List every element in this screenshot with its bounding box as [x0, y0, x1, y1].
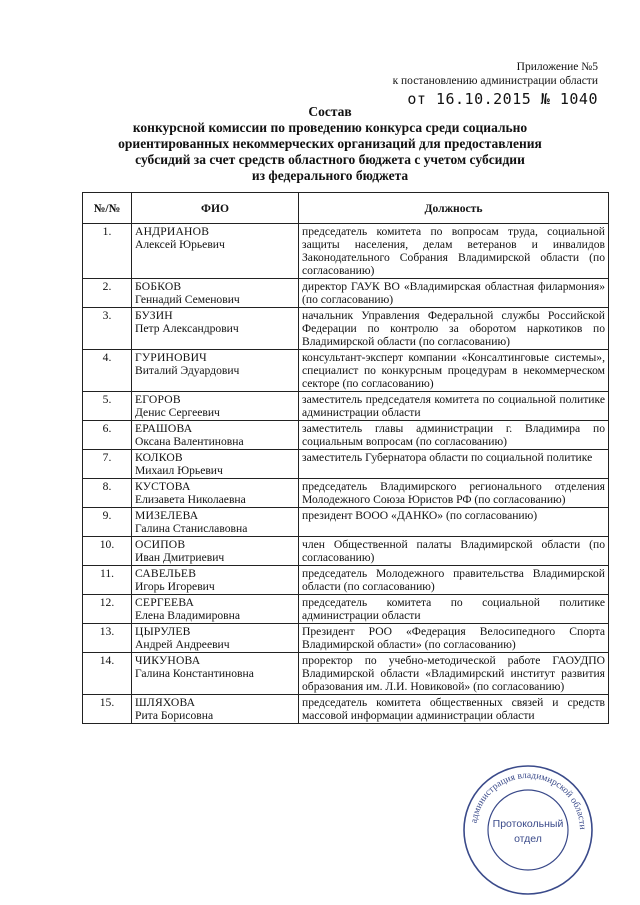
member-given-names: Михаил Юрьевич: [135, 464, 223, 477]
protocol-department-stamp: [458, 760, 598, 900]
row-number: 8.: [83, 479, 132, 508]
appendix-line-1: Приложение №5: [516, 61, 598, 73]
member-name-cell: [132, 595, 299, 624]
table-row: [83, 350, 609, 392]
member-given-names: Иван Дмитриевич: [135, 551, 225, 564]
row-number: 7.: [83, 450, 132, 479]
table-row: [83, 421, 609, 450]
member-name-cell: [132, 279, 299, 308]
row-number: 2.: [83, 279, 132, 308]
member-position: председатель комитета по социальной политике администрации области: [299, 595, 609, 624]
member-surname: ОСИПОВ: [135, 538, 186, 551]
member-surname: ЧИКУНОВА: [135, 654, 201, 667]
member-given-names: Оксана Валентиновна: [135, 435, 244, 448]
member-given-names: Петр Александрович: [135, 322, 239, 335]
member-surname: КОЛКОВ: [135, 451, 183, 464]
table-row: [83, 537, 609, 566]
member-given-names: Геннадий Семенович: [135, 293, 240, 306]
member-given-names: Денис Сергеевич: [135, 406, 220, 419]
stamp-inner-line-2: отдел: [514, 833, 542, 845]
member-position: председатель Владимирского регионального отделения Молодежного Союза Юристов РФ (по согласованию): [299, 479, 609, 508]
member-given-names: Андрей Андреевич: [135, 638, 230, 651]
column-header-number: №/№: [83, 193, 132, 224]
table-row: [83, 595, 609, 624]
member-given-names: Елизавета Николаевна: [135, 493, 246, 506]
stamp-outer-ring: [464, 766, 592, 894]
member-position: заместитель Губернатора области по социальной политике: [299, 450, 609, 479]
appendix-line-2: к постановлению администрации области: [392, 75, 598, 87]
member-surname: СЕРГЕЕВА: [135, 596, 195, 609]
commission-members-table: [82, 192, 609, 724]
table-row: [83, 392, 609, 421]
member-surname: КУСТОВА: [135, 480, 191, 493]
table-header-row: [83, 193, 609, 224]
member-surname: БУЗИН: [135, 309, 173, 322]
member-position: директор ГАУК ВО «Владимирская областная филармония» (по согласованию): [299, 279, 609, 308]
member-name-cell: [132, 479, 299, 508]
member-given-names: Игорь Игоревич: [135, 580, 215, 593]
table-row: [83, 450, 609, 479]
member-name-cell: [132, 624, 299, 653]
row-number: 12.: [83, 595, 132, 624]
row-number: 9.: [83, 508, 132, 537]
member-surname: ГУРИНОВИЧ: [135, 351, 207, 364]
member-given-names: Галина Константиновна: [135, 667, 254, 680]
member-given-names: Алексей Юрьевич: [135, 238, 225, 251]
member-name-cell: [132, 566, 299, 595]
member-position: консультант-эксперт компании «Консалтинговые системы», специалист по конкурсным процедурам в некоммерческом секторе (по согласованию): [299, 350, 609, 392]
table-body: [83, 224, 609, 724]
member-name-cell: [132, 350, 299, 392]
table-row: [83, 566, 609, 595]
title-line-2: конкурсной комиссии по проведению конкурса среди социально: [132, 120, 528, 135]
member-surname: САВЕЛЬЕВ: [135, 567, 197, 580]
member-name-cell: [132, 537, 299, 566]
member-given-names: Виталий Эдуардович: [135, 364, 240, 377]
member-surname: ШЛЯХОВА: [135, 696, 196, 709]
row-number: 6.: [83, 421, 132, 450]
member-position: председатель Молодежного правительства Владимирской области (по согласованию): [299, 566, 609, 595]
member-given-names: Галина Станиславовна: [135, 522, 248, 535]
member-name-cell: [132, 653, 299, 695]
member-surname: МИЗЕЛЕВА: [135, 509, 199, 522]
row-number: 14.: [83, 653, 132, 695]
stamp-inner-line-1: Протокольный: [492, 818, 564, 830]
title-line-1: Состав: [308, 104, 352, 119]
row-number: 1.: [83, 224, 132, 279]
member-position: председатель комитета по вопросам труда, социальной защиты населения, делам ветеранов и инвалидов Законодательного Собрания Владимирской области (по согласованию): [299, 224, 609, 279]
member-given-names: Рита Борисовна: [135, 709, 214, 722]
member-surname: АНДРИАНОВ: [135, 225, 210, 238]
member-position: Президент РОО «Федерация Велосипедного Спорта Владимирской области» (по согласованию): [299, 624, 609, 653]
table-row: [83, 224, 609, 279]
table-row: [83, 279, 609, 308]
member-surname: ЦЫРУЛЕВ: [135, 625, 191, 638]
row-number: 11.: [83, 566, 132, 595]
title-line-5: из федерального бюджета: [251, 168, 409, 183]
table-row: [83, 624, 609, 653]
stamp-ring-text: администрация владимирской области: [469, 770, 588, 830]
title-line-3: ориентированных некоммерческих организаций для предоставления: [118, 136, 542, 151]
member-name-cell: [132, 695, 299, 724]
member-position: начальник Управления Федеральной службы Российской Федерации по контролю за оборотом наркотиков по Владимирской области (по согласованию): [299, 308, 609, 350]
member-surname: БОБКОВ: [135, 280, 182, 293]
member-name-cell: [132, 224, 299, 279]
column-header-fio: ФИО: [132, 193, 299, 224]
member-position: председатель комитета общественных связей и средств массовой информации администрации области: [299, 695, 609, 724]
row-number: 10.: [83, 537, 132, 566]
member-name-cell: [132, 392, 299, 421]
title-line-4: субсидий за счет средств областного бюджета с учетом субсидии: [135, 152, 525, 167]
table-row: [83, 653, 609, 695]
column-header-position: Должность: [299, 193, 609, 224]
table-row: [83, 308, 609, 350]
table-row: [83, 508, 609, 537]
decree-date-number: от 16.10.2015 № 1040: [407, 90, 598, 108]
stamp-inner-ring: [488, 790, 568, 870]
member-name-cell: [132, 421, 299, 450]
document-title: [80, 104, 580, 184]
member-position: член Общественной палаты Владимирской области (по согласованию): [299, 537, 609, 566]
member-position: заместитель главы администрации г. Владимира по социальным вопросам (по согласованию): [299, 421, 609, 450]
member-surname: ЕГОРОВ: [135, 393, 181, 406]
member-surname: ЕРАШОВА: [135, 422, 193, 435]
row-number: 15.: [83, 695, 132, 724]
member-position: заместитель председателя комитета по социальной политике администрации области: [299, 392, 609, 421]
member-given-names: Елена Владимировна: [135, 609, 240, 622]
row-number: 4.: [83, 350, 132, 392]
member-name-cell: [132, 450, 299, 479]
row-number: 5.: [83, 392, 132, 421]
member-position: президент ВООО «ДАНКО» (по согласованию): [299, 508, 609, 537]
member-name-cell: [132, 508, 299, 537]
table-row: [83, 479, 609, 508]
member-name-cell: [132, 308, 299, 350]
member-position: проректор по учебно-методической работе ГАОУДПО Владимирской области «Владимирский институт развития образования им. Л.И. Новиковой» (по согласованию): [299, 653, 609, 695]
row-number: 3.: [83, 308, 132, 350]
appendix-note: [393, 60, 598, 88]
table-row: [83, 695, 609, 724]
row-number: 13.: [83, 624, 132, 653]
